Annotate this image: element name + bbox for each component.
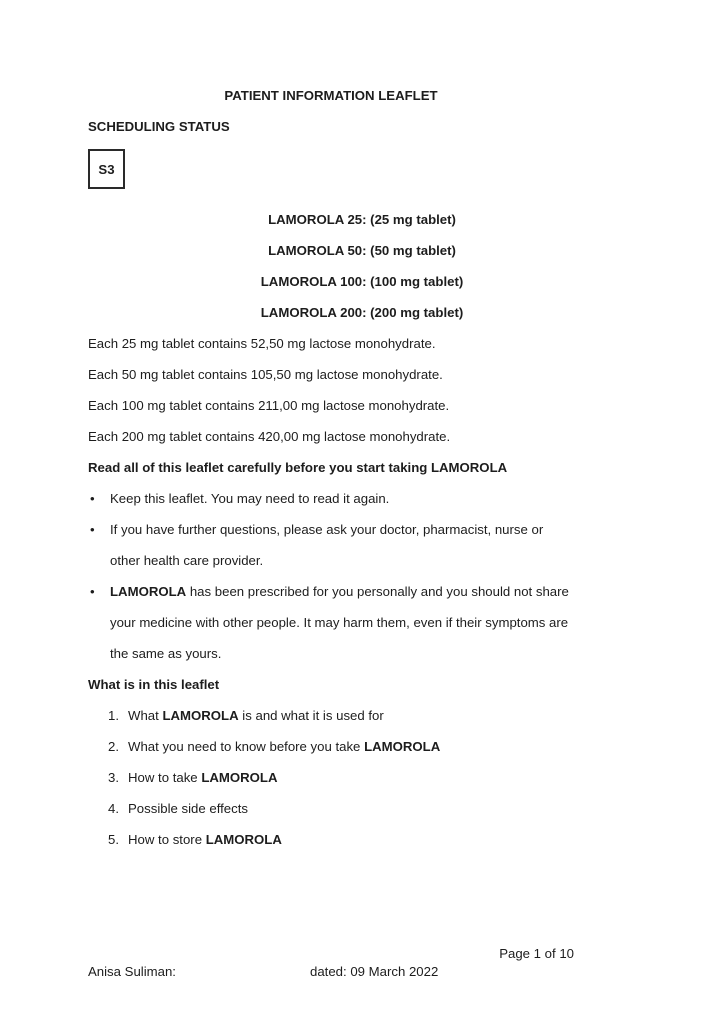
toc-item-text [128,700,574,731]
product-heading-100: LAMOROLA 100: (100 mg tablet) [260,274,464,289]
bullet-icon: • [90,491,95,506]
schedule-code-box [88,149,125,189]
toc-item-text [128,731,574,762]
scheduling-status-heading: SCHEDULING STATUS [88,119,230,134]
toc-number: 3. [108,770,119,785]
bullet-list [88,483,574,669]
toc-segment: is and what it is used for [238,708,384,723]
toc-item [88,700,574,731]
toc-item [88,793,574,824]
bullet-segment: has been prescribed for you personally and you should not share your medicine with other people. It may harm them, even if their symptoms are the same as yours. [110,584,569,661]
product-heading-200: LAMOROLA 200: (200 mg tablet) [260,305,464,320]
toc-number: 2. [108,739,119,754]
bullet-item [88,514,574,576]
toc-list [88,700,574,855]
toc-item [88,824,574,855]
toc-segment-brand: LAMOROLA [162,708,239,723]
composition-line: Each 25 mg tablet contains 52,50 mg lactose monohydrate. [88,336,436,351]
bullet-text [110,514,574,576]
bullet-item [88,483,574,514]
bullet-icon: • [90,522,95,537]
bullet-segment-brand: LAMOROLA [110,584,187,599]
bullet-item [88,576,574,669]
footer-date: dated: 09 March 2022 [310,964,439,979]
schedule-code: S3 [98,161,115,177]
toc-segment: Possible side effects [128,801,248,816]
toc-segment-brand: LAMOROLA [364,739,441,754]
toc-item [88,762,574,793]
product-headings [0,204,724,328]
toc-item-text [128,824,574,855]
bullet-text [110,576,574,669]
toc-segment: What you need to know before you take [128,739,365,754]
toc-segment: What [128,708,163,723]
document-body [88,0,574,855]
footer [88,963,648,981]
page-title: PATIENT INFORMATION LEAFLET [224,88,438,103]
bullet-text [110,483,574,514]
composition-line: Each 200 mg tablet contains 420,00 mg lactose monohydrate. [88,429,451,444]
bullet-segment: Keep this leaflet. You may need to read it again. [110,491,390,506]
composition-section [88,328,574,452]
toc-item [88,731,574,762]
product-heading-25: LAMOROLA 25: (25 mg tablet) [268,212,456,227]
read-carefully-heading: Read all of this leaflet carefully before you start taking LAMOROLA [88,460,508,475]
composition-line: Each 50 mg tablet contains 105,50 mg lactose monohydrate. [88,367,443,382]
composition-line: Each 100 mg tablet contains 211,00 mg lactose monohydrate. [88,398,450,413]
toc-heading: What is in this leaflet [88,677,220,692]
bullet-segment: If you have further questions, please ask your doctor, pharmacist, nurse or other health care provider. [110,522,544,568]
footer-author: Anisa Suliman: [88,964,176,979]
toc-item-text [128,762,574,793]
toc-item-text [128,793,574,824]
toc-segment-brand: LAMOROLA [201,770,278,785]
bullet-icon: • [90,584,95,599]
toc-segment: How to take [128,770,202,785]
toc-segment: How to store [128,832,206,847]
page-indicator: Page 1 of 10 [499,946,574,961]
toc-number: 5. [108,832,119,847]
toc-segment-brand: LAMOROLA [205,832,282,847]
product-heading-50: LAMOROLA 50: (50 mg tablet) [268,243,456,258]
toc-number: 4. [108,801,119,816]
toc-number: 1. [108,708,119,723]
